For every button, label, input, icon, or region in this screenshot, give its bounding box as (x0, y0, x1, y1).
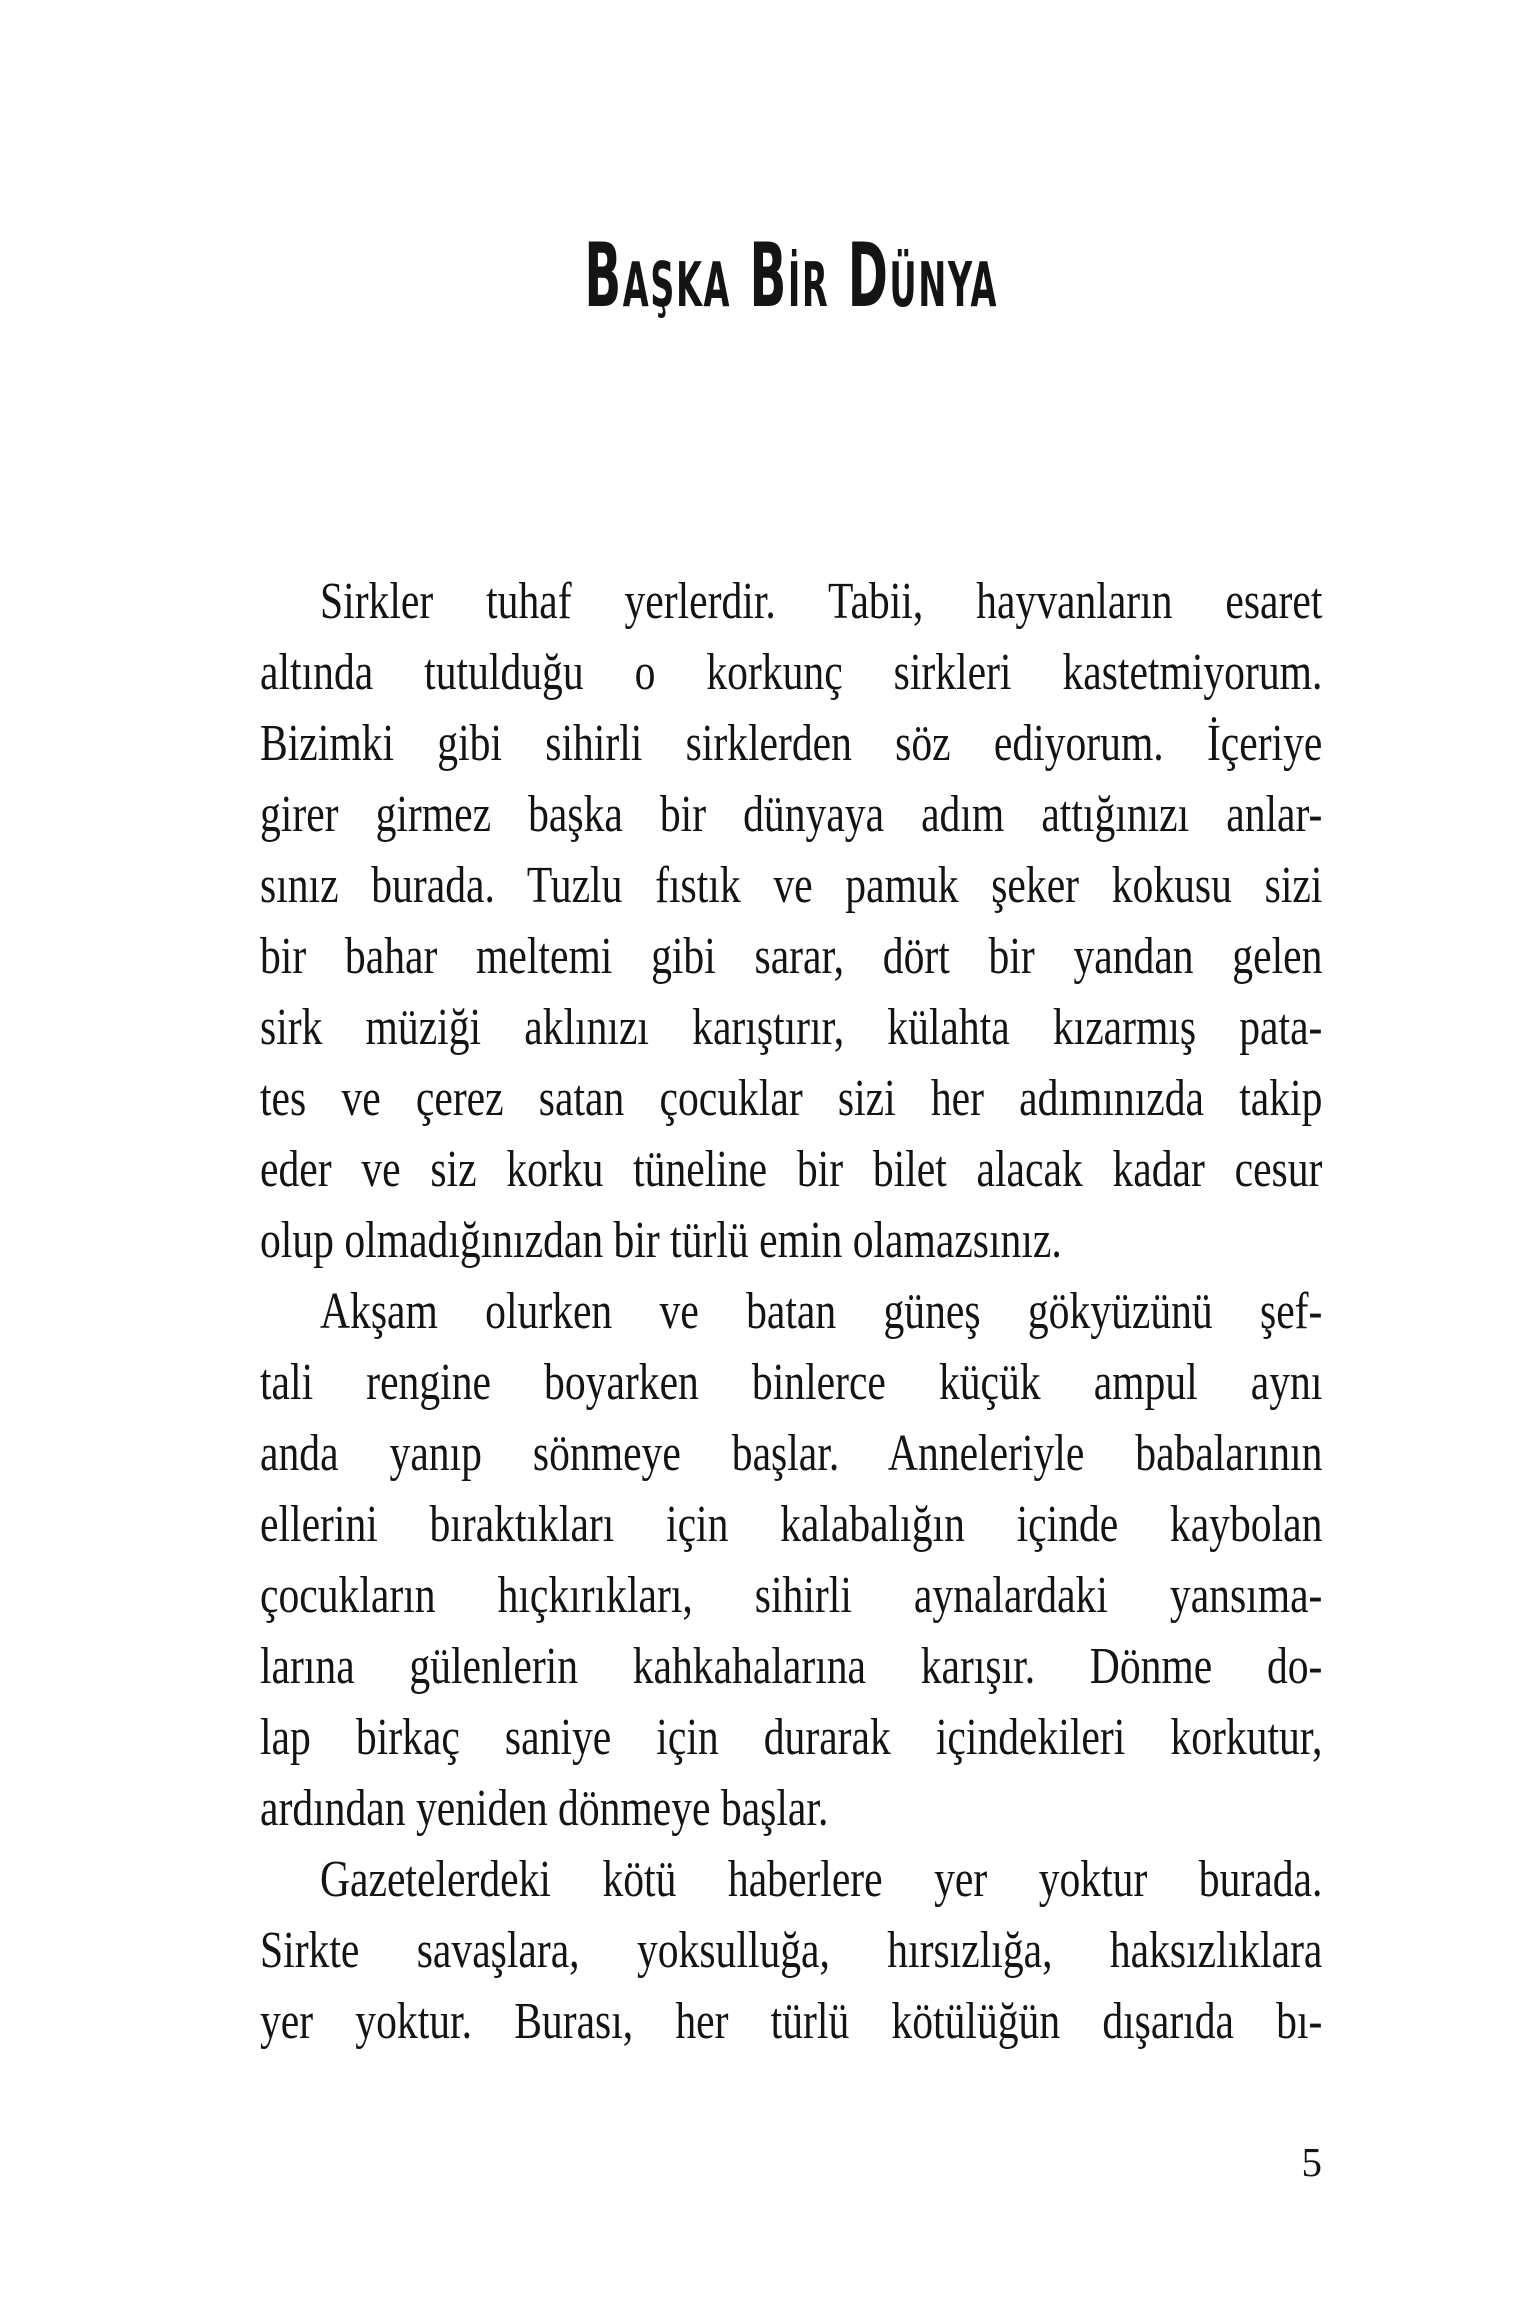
text-line: ardından yeniden dönmeye başlar. (260, 1780, 829, 1837)
page-number: 5 (1301, 2139, 1322, 2185)
text-line: olup olmadığınızdan bir türlü emin olamazsınız. (260, 1212, 1062, 1269)
body-text-column (260, 566, 1322, 2057)
text-line: sirk müziği aklınızı karıştırır, külahta kızarmış pata- (260, 999, 1323, 1056)
chapter-title (260, 223, 1322, 328)
text-line: anda yanıp sönmeye başlar. Anneleriyle babalarının (260, 1425, 1323, 1482)
text-line: ellerini bıraktıkları için kalabalığın içinde kaybolan (260, 1496, 1323, 1553)
text-line: tali rengine boyarken binlerce küçük ampul aynı (260, 1354, 1323, 1411)
text-line: Sirkler tuhaf yerlerdir. Tabii, hayvanların esaret (320, 573, 1323, 630)
text-line: sınız burada. Tuzlu fıstık ve pamuk şeker kokusu sizi (260, 857, 1323, 914)
text-line: girer girmez başka bir dünyaya adım attığınızı anlar- (260, 786, 1323, 843)
text-line: yer yoktur. Burası, her türlü kötülüğün dışarıda bı- (260, 1993, 1323, 2050)
text-line: bir bahar meltemi gibi sarar, dört bir yandan gelen (260, 928, 1323, 985)
text-line: altında tutulduğu o korkunç sirkleri kastetmiyorum. (260, 644, 1323, 701)
text-line: çocukların hıçkırıkları, sihirli aynalardaki yansıma- (260, 1567, 1323, 1624)
text-line: Bizimki gibi sihirli sirklerden söz ediyorum. İçeriye (260, 715, 1323, 772)
text-line: eder ve siz korku tüneline bir bilet alacak kadar cesur (260, 1141, 1323, 1198)
text-line: Gazetelerdeki kötü haberlere yer yoktur burada. (320, 1851, 1323, 1908)
text-line: lap birkaç saniye için durarak içindekileri korkutur, (260, 1709, 1323, 1766)
text-line: Akşam olurken ve batan güneş gökyüzünü şef- (320, 1283, 1323, 1340)
text-line: larına gülenlerin kahkahalarına karışır. Dönme do- (260, 1638, 1323, 1695)
text-line: tes ve çerez satan çocuklar sizi her adımınızda takip (260, 1070, 1323, 1127)
body-text-lines (260, 566, 1322, 2057)
text-line: Sirkte savaşlara, yoksulluğa, hırsızlığa, haksızlıklara (260, 1922, 1323, 1979)
chapter-title-text: Başka Bir Dünya (584, 223, 998, 328)
